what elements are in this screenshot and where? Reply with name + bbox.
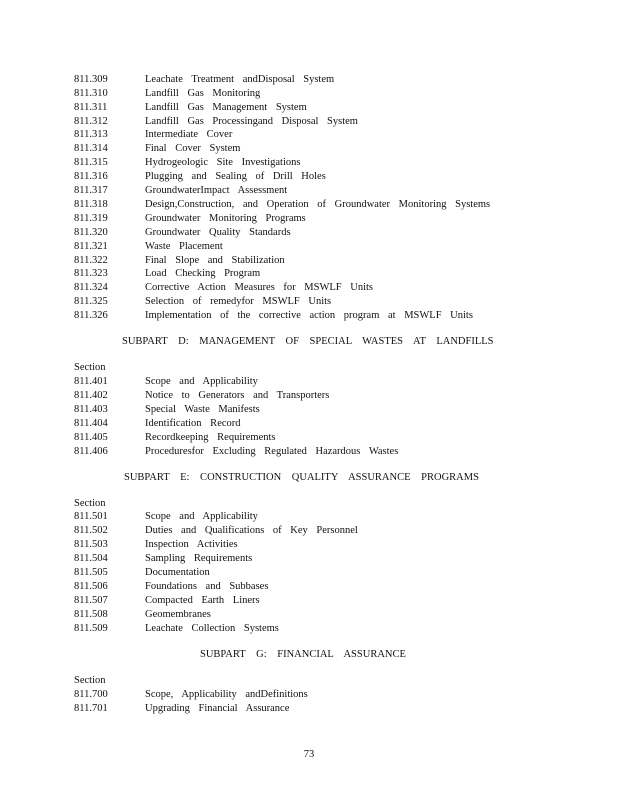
section-title: Duties and Qualifications of Key Personnel [145,525,358,536]
section-title: Proceduresfor Excluding Regulated Hazardous Wastes [145,446,399,457]
section-title: GroundwaterImpact Assessment [145,185,288,196]
section-title: Upgrading Financial Assurance [145,703,290,714]
section-title: Hydrogeologic Site Investigations [145,157,301,168]
section-number: 811.314 [74,143,108,154]
section-number: 811.317 [74,185,108,196]
section-number: 811.509 [74,623,108,634]
section-number: 811.701 [74,703,108,714]
section-title: Landfill Gas Management System [145,102,307,113]
section-number: 811.405 [74,432,108,443]
section-title: Waste Placement [145,241,223,252]
section-number: 811.404 [74,418,108,429]
section-number: 811.313 [74,129,108,140]
section-title: Design,Construction, and Operation of Groundwater Monitoring Systems [145,199,491,210]
section-title: Scope and Applicability [145,511,258,522]
section-title: Landfill Gas Processingand Disposal System [145,116,358,127]
section-number: 811.309 [74,74,108,85]
section-number: 811.507 [74,595,108,606]
section-title: Corrective Action Measures for MSWLF Units [145,282,374,293]
section-number: 811.403 [74,404,108,415]
section-title: Notice to Generators and Transporters [145,390,330,401]
section-number: 811.316 [74,171,108,182]
section-number: 811.324 [74,282,108,293]
page-number: 73 [303,749,315,760]
section-number: 811.325 [74,296,108,307]
section-number: 811.504 [74,553,108,564]
section-title: Groundwater Monitoring Programs [145,213,306,224]
section-number: 811.506 [74,581,108,592]
section-title: Load Checking Program [145,268,261,279]
subpart-g-heading: SUBPART G: FINANCIAL ASSURANCE [200,649,406,660]
section-label: Section [74,362,106,373]
section-title: Sampling Requirements [145,553,253,564]
section-number: 811.311 [74,102,108,113]
section-number: 811.323 [74,268,108,279]
section-number: 811.318 [74,199,108,210]
section-title: Geomembranes [145,609,211,620]
section-number: 811.322 [74,255,108,266]
section-number: 811.321 [74,241,108,252]
subpart-d-heading: SUBPART D: MANAGEMENT OF SPECIAL WASTES AT LANDFILLS [122,336,494,347]
section-title: Selection of remedyfor MSWLF Units [145,296,332,307]
section-title: Final Cover System [145,143,241,154]
section-title: Compacted Earth Liners [145,595,260,606]
section-number: 811.505 [74,567,108,578]
section-title: Scope and Applicability [145,376,258,387]
section-title: Groundwater Quality Standards [145,227,291,238]
section-number: 811.315 [74,157,108,168]
section-number: 811.503 [74,539,108,550]
section-title: Recordkeeping Requirements [145,432,276,443]
section-title: Plugging and Sealing of Drill Holes [145,171,326,182]
section-number: 811.508 [74,609,108,620]
section-number: 811.326 [74,310,108,321]
subpart-e-heading: SUBPART E: CONSTRUCTION QUALITY ASSURANCE PROGRAMS [124,472,479,483]
section-title: Implementation of the corrective action program at MSWLF Units [145,310,473,321]
section-title: Landfill Gas Monitoring [145,88,261,99]
section-title: Leachate Treatment andDisposal System [145,74,335,85]
section-label: Section [74,498,106,509]
section-label: Section [74,675,106,686]
section-number: 811.700 [74,689,108,700]
section-title: Leachate Collection Systems [145,623,279,634]
section-title: Scope, Applicability andDefinitions [145,689,308,700]
section-number: 811.320 [74,227,108,238]
section-number: 811.502 [74,525,108,536]
section-number: 811.319 [74,213,108,224]
section-number: 811.402 [74,390,108,401]
section-title: Foundations and Subbases [145,581,269,592]
section-number: 811.501 [74,511,108,522]
section-title: Documentation [145,567,210,578]
section-title: Intermediate Cover [145,129,233,140]
section-title: Identification Record [145,418,241,429]
section-number: 811.312 [74,116,108,127]
section-number: 811.310 [74,88,108,99]
section-title: Inspection Activities [145,539,238,550]
section-title: Final Slope and Stabilization [145,255,285,266]
section-number: 811.406 [74,446,108,457]
section-title: Special Waste Manifests [145,404,260,415]
section-number: 811.401 [74,376,108,387]
